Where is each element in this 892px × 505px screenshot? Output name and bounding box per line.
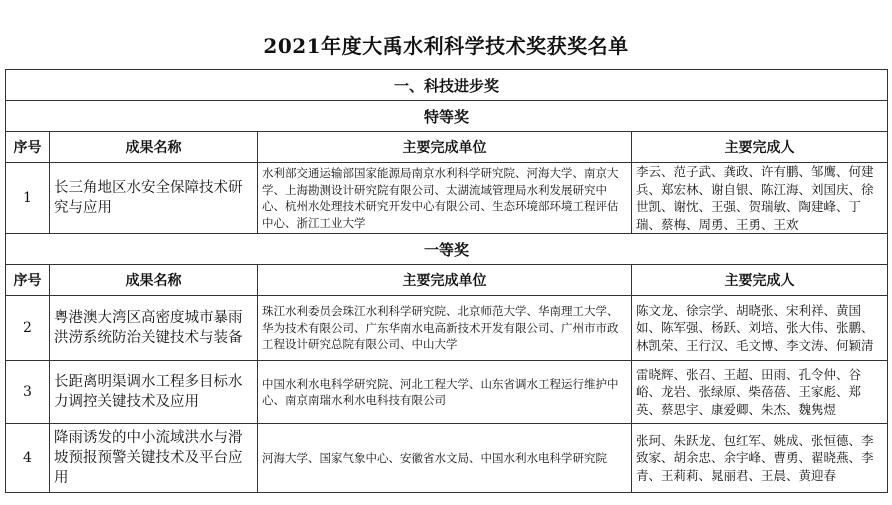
table-row <box>6 296 888 361</box>
table-row <box>6 163 888 234</box>
row-units: 河海大学、国家气象中心、安徽省水文局、中国水利水电科学研究院 <box>258 424 632 493</box>
header-people: 主要完成人 <box>632 132 888 163</box>
section-row <box>6 70 888 101</box>
section-title: 一、科技进步奖 <box>6 70 888 101</box>
header-name: 成果名称 <box>50 265 258 296</box>
header-index: 序号 <box>6 132 50 163</box>
awards-table <box>5 69 888 493</box>
row-index: 1 <box>6 163 50 234</box>
page-title: 2021年度大禹水利科学技术奖获奖名单 <box>263 34 629 58</box>
header-name: 成果名称 <box>50 132 258 163</box>
row-units: 中国水利水电科学研究院、河北工程大学、山东省调水工程运行维护中心、南京南瑞水利水电科技有限公司 <box>258 361 632 424</box>
row-people: 张珂、朱跃龙、包红军、姚成、张恒德、李致家、胡余忠、余宇峰、曹勇、翟晓燕、李青、王莉莉、晁丽君、王晨、黄迎春 <box>632 424 888 493</box>
level-row <box>6 101 888 132</box>
table-header-row <box>6 132 888 163</box>
header-units: 主要完成单位 <box>258 265 632 296</box>
row-name: 长距离明渠调水工程多目标水力调控关键技术及应用 <box>50 361 258 424</box>
header-units: 主要完成单位 <box>258 132 632 163</box>
table-row <box>6 361 888 424</box>
row-people: 雷晓辉、张召、王超、田雨、孔令仲、谷峪、龙岩、张绿原、柴蓓蓓、王家彪、郑英、蔡思宇、康爱卿、朱杰、魏隽煜 <box>632 361 888 424</box>
row-index: 2 <box>6 296 50 361</box>
level-title: 特等奖 <box>6 101 888 132</box>
row-units: 珠江水利委员会珠江水利科学研究院、北京师范大学、华南理工大学、华为技术有限公司、广东华南水电高新技术开发有限公司、广州市市政工程设计研究总院有限公司、中山大学 <box>258 296 632 361</box>
level-row <box>6 234 888 265</box>
row-index: 4 <box>6 424 50 493</box>
table-row <box>6 424 888 493</box>
row-units: 水利部交通运输部国家能源局南京水利科学研究院、河海大学、南京大学、上海勘测设计研究院有限公司、太湖流域管理局水利发展研究中心、杭州水处理技术研究开发中心有限公司、生态环境部环境工程评估中心、浙江工业大学 <box>258 163 632 234</box>
row-name: 粤港澳大湾区高密度城市暴雨洪涝系统防治关键技术与装备 <box>50 296 258 361</box>
row-people: 李云、范子武、龚政、许有鹏、邹鹰、何建兵、郑宏林、谢自银、陈江海、刘国庆、徐世凯、谢忱、王强、贺瑞敏、陶建峰、丁瑞、蔡梅、周勇、王勇、王欢 <box>632 163 888 234</box>
row-people: 陈文龙、徐宗学、胡晓张、宋利祥、黄国如、陈军强、杨跃、刘培、张大伟、张鹏、林凯荣、王行汉、毛文博、李文涛、何颖清 <box>632 296 888 361</box>
header-people: 主要完成人 <box>632 265 888 296</box>
row-name: 长三角地区水安全保障技术研究与应用 <box>50 163 258 234</box>
header-index: 序号 <box>6 265 50 296</box>
row-name: 降雨诱发的中小流域洪水与滑坡预报预警关键技术及平台应用 <box>50 424 258 493</box>
row-index: 3 <box>6 361 50 424</box>
level-title: 一等奖 <box>6 234 888 265</box>
table-header-row <box>6 265 888 296</box>
